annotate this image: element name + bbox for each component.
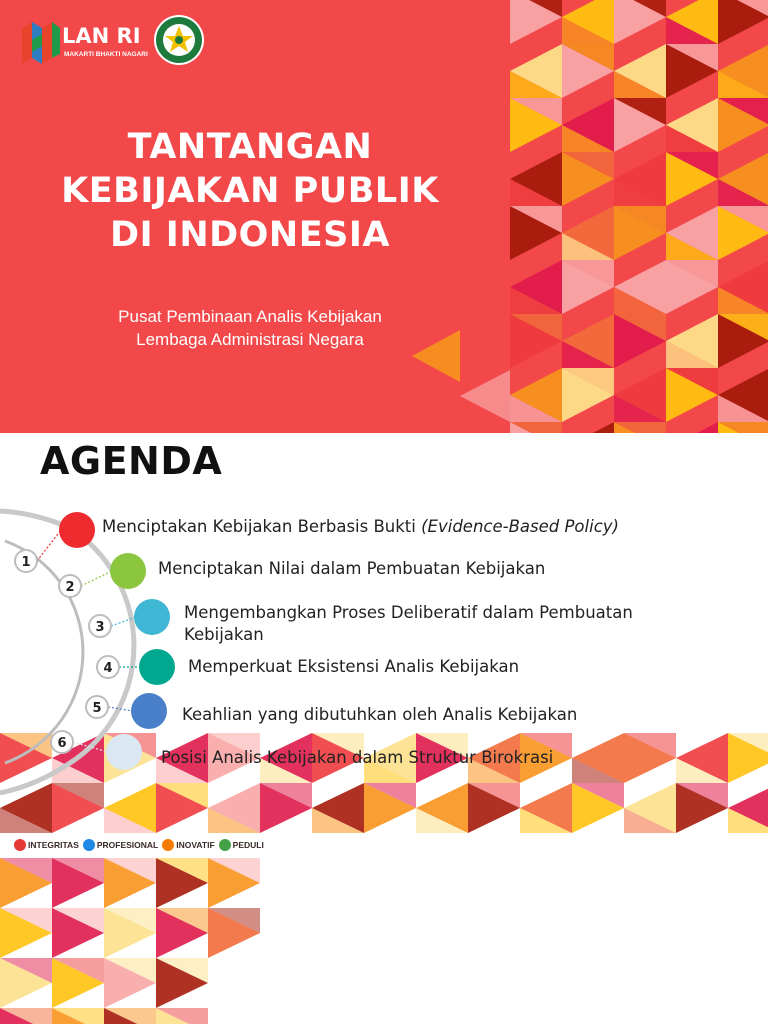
agenda-item-3-text: Mengembangkan Proses Deliberatif dalam Pembuatan [184,603,633,622]
pusaka-seal [153,12,205,68]
agenda-item-6-text: Posisi Analis Kebijakan dalam Struktur Birokrasi [161,748,554,767]
value-profesional-label: PROFESIONAL [96,840,159,850]
peduli-icon [219,839,231,851]
seal-emblem-icon [153,12,205,68]
title-line-3: DI INDONESIA [110,215,390,255]
integritas-icon [14,839,26,851]
agenda-number-4: 4 [103,661,113,676]
value-inovatif [162,839,214,851]
profesional-icon [83,839,95,851]
lan-ri-logo [18,18,148,68]
agenda-heading: AGENDA [40,439,223,483]
agenda-dot-4 [139,649,175,685]
agenda-dot-5 [131,693,167,729]
agenda-number-6: 6 [57,736,67,751]
subtitle-line-2: Lembaga Administrasi Negara [136,330,364,349]
inovatif-icon [162,839,174,851]
title-line-1: TANTANGAN [127,127,373,167]
connector-line [37,530,61,561]
value-peduli-label: PEDULI [232,840,264,850]
title-line-2: KEBIJAKAN PUBLIK [61,171,439,211]
value-profesional [83,839,158,851]
agenda-item-2 [158,558,545,580]
presentation-subtitle [40,305,460,351]
logo-name: LAN RI [62,24,141,48]
value-peduli [219,839,264,851]
agenda-item-1-emphasis: (Evidence-Based Policy) [421,517,619,536]
agenda-number-2: 2 [65,580,75,595]
connector-line [81,571,112,586]
agenda-dot-3 [134,599,170,635]
agenda-item-5-text: Keahlian yang dibutuhkan oleh Analis Kebijakan [182,705,578,724]
agenda-item-3-text-line2: Kebijakan [184,625,264,644]
decor-triangle [666,422,718,433]
value-integritas [14,839,79,851]
core-values-bar [14,836,264,854]
agenda-item-2-text: Menciptakan Nilai dalam Pembuatan Kebijakan [158,559,546,578]
agenda-dot-1 [59,512,95,548]
agenda-number-5: 5 [92,701,102,716]
value-integritas-label: INTEGRITAS [28,840,79,850]
agenda-item-4 [188,656,519,678]
agenda-dot-6 [106,734,142,770]
agenda-item-5 [182,704,577,726]
decor-triangle [460,370,510,422]
agenda-item-4-text: Memperkuat Eksistensi Analis Kebijakan [188,657,520,676]
logo-tagline: MAKARTI BHAKTI NAGARI [64,51,148,58]
agenda-item-3 [184,602,633,646]
title-slide [0,0,768,433]
agenda-item-1 [102,516,619,538]
value-inovatif-label: INOVATIF [176,840,215,850]
agenda-number-1: 1 [21,555,31,570]
decor-triangle [562,422,614,433]
agenda-item-6 [161,747,553,769]
agenda-number-3: 3 [95,620,105,635]
agenda-dot-2 [110,553,146,589]
presentation-title [40,125,460,257]
lan-ri-mark-icon [18,18,62,68]
agenda-slide [0,433,768,1024]
agenda-item-1-text: Menciptakan Kebijakan Berbasis Bukti [102,517,422,536]
subtitle-line-1: Pusat Pembinaan Analis Kebijakan [118,307,382,326]
